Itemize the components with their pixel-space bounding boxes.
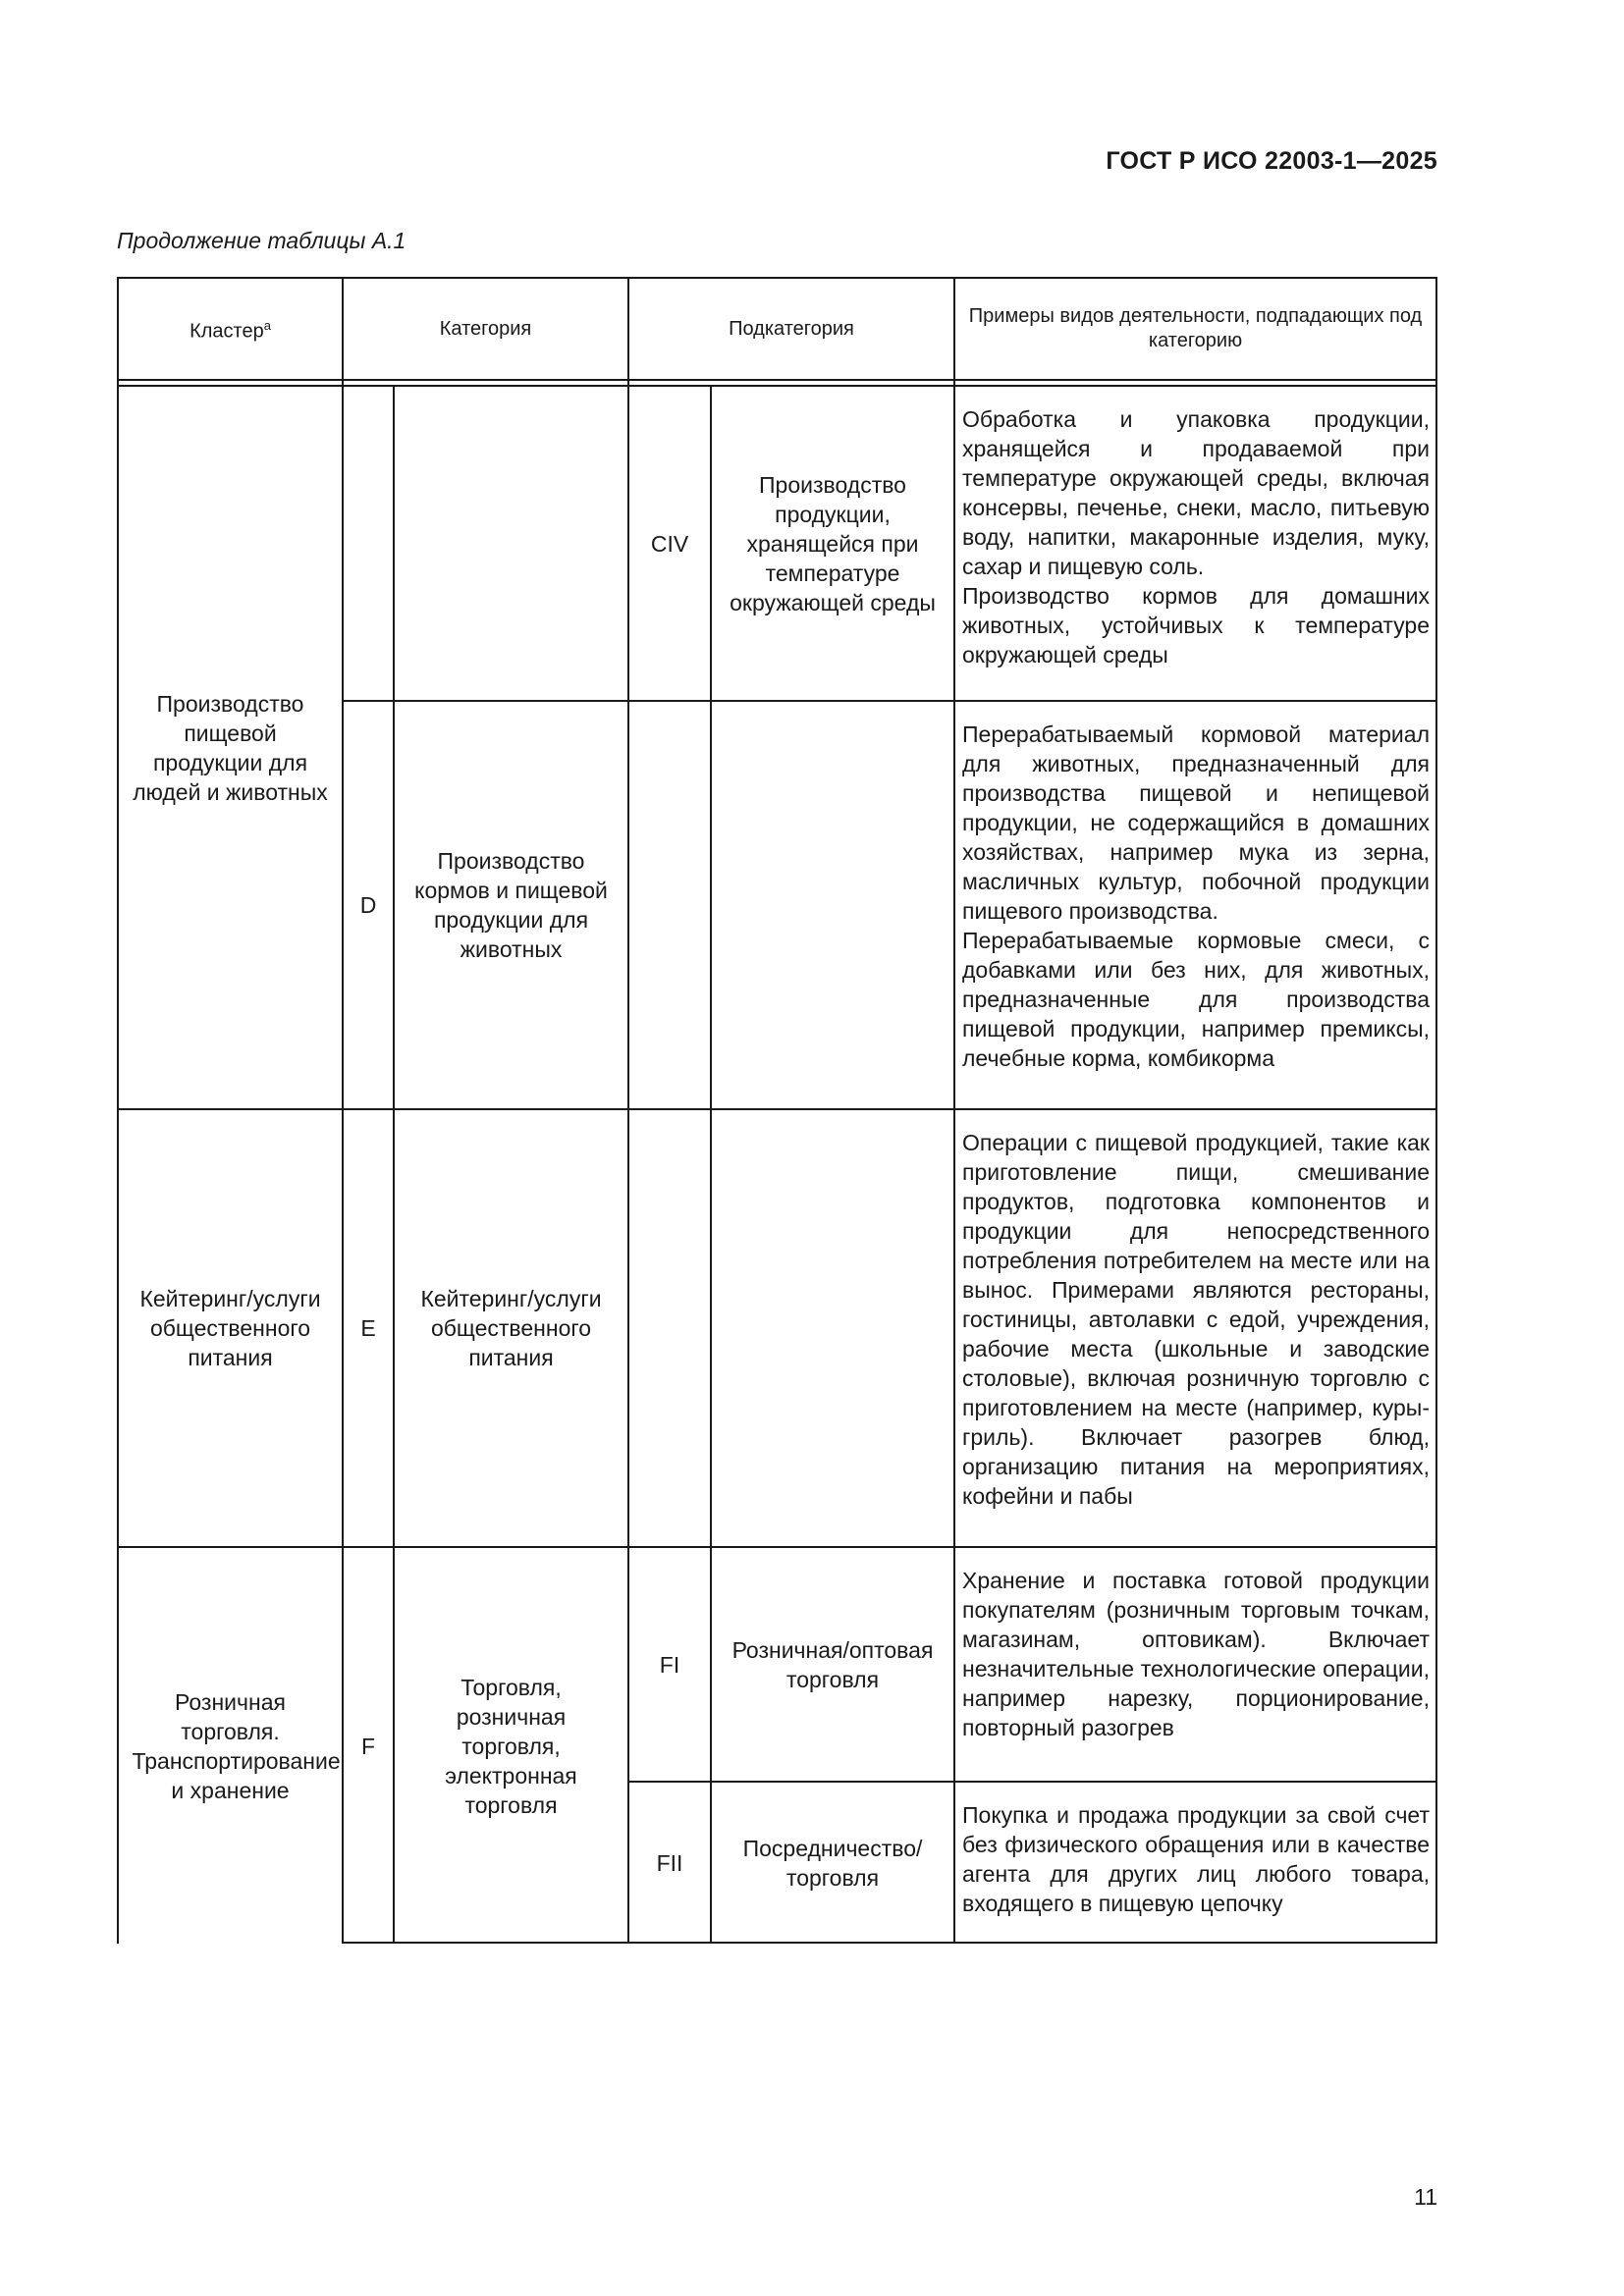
subcategory-name-civ-text: Производство продукции, хранящейся при температуре окружающей среды xyxy=(730,471,936,615)
header-examples xyxy=(955,279,1435,379)
header-cluster xyxy=(119,279,342,379)
page-number: 11 xyxy=(1414,2184,1437,2210)
subcategory-name-fii-text: Посредничество/ торговля xyxy=(742,1836,923,1891)
subcategory-code-civ xyxy=(629,387,710,700)
category-name-f xyxy=(395,1548,627,1944)
category-name-d xyxy=(395,702,627,1108)
category-code-f xyxy=(344,1548,393,1944)
cluster-food-production-text: Производство пищевой продукции для людей и животных xyxy=(133,690,328,805)
cluster-food-production xyxy=(119,387,342,1108)
examples-e-text: Операции с пищевой продукцией, такие как приготовление пищи, смешивание продуктов, подготовка компонентов и продукции для непосредственного потребления потребителем на месте или на вынос. Примерами являются рестораны, гостиницы, автолавки с едой, учреждения, рабочие места (школьные и заводские столовые), включая розничную торговлю с приготовлением на месте (например, куры-гриль). Включает разогрев блюд, организацию питания на мероприятиях, кофейни и пабы xyxy=(962,1130,1430,1509)
cluster-retail-text: Розничная торговля. Транспортирование и хранение xyxy=(132,1688,341,1803)
footnote-marker: a xyxy=(263,318,271,334)
category-code-e xyxy=(344,1110,393,1546)
header-subcategory xyxy=(629,279,953,379)
examples-d-text: Перерабатываемый кормовой материал для животных, предназначенный для производства пищевой и непищевой продукции, не содержащийся в домашних хозяйствах, например мука из зерна, масличных культур, побочной продукции пищевого производства. Перерабатываемые кормовые смеси, с добавками или без них, для животных, предназначенные для производства пищевой продукции, например премиксы, лечебные корма, комбикорма xyxy=(962,721,1430,1071)
cluster-catering xyxy=(119,1110,342,1546)
header-rule-1 xyxy=(117,379,1437,381)
category-code-e-text: E xyxy=(360,1315,376,1341)
examples-d xyxy=(955,720,1435,1108)
category-code-d xyxy=(344,702,393,1108)
cluster-retail xyxy=(119,1548,342,1944)
category-code-d-text: D xyxy=(359,892,377,918)
examples-fi xyxy=(955,1566,1435,1781)
examples-fii-text: Покупка и продажа продукции за свой счет без физического обращения или в качестве агента для других лиц любого товара, входящего в пищевую цепочку xyxy=(962,1802,1430,1916)
subcategory-code-fi xyxy=(629,1548,710,1781)
subcategory-name-fii xyxy=(712,1783,953,1944)
subcategory-name-fi xyxy=(712,1548,953,1781)
subcategory-name-fi-text: Розничная/оптовая торговля xyxy=(731,1636,934,1692)
examples-civ-text: Обработка и упаковка продукции, хранящейся и продаваемой при температуре окружающей среды, включая консервы, печенье, снеки, масло, питьевую воду, напитки, макаронные изделия, муку, сахар и пищевую соль. Производство кормов для домашних животных, устойчивых к температуре окружающей среды xyxy=(962,406,1430,667)
header-examples-label: Примеры видов деятельности, подпадающих под категорию xyxy=(968,305,1423,351)
category-name-e-text: Кейтеринг/услуги общественного питания xyxy=(420,1286,602,1370)
subcategory-name-civ xyxy=(712,387,953,700)
table-caption: Продолжение таблицы А.1 xyxy=(117,228,406,253)
document-code: ГОСТ Р ИСО 22003-1—2025 xyxy=(1106,147,1437,175)
examples-fii xyxy=(955,1800,1435,1944)
subcategory-code-fii-text: FII xyxy=(656,1850,683,1876)
subcategory-code-fii xyxy=(629,1783,710,1944)
examples-civ xyxy=(955,404,1435,699)
header-cluster-label: Кластер$^a$ xyxy=(189,318,271,343)
examples-fi-text: Хранение и поставка готовой продукции покупателям (розничным торговым точкам, магазинам, оптовикам). Включает незначительные технологические операции, например нарезку, порционирование, повторный разогрев xyxy=(962,1568,1430,1740)
subcategory-code-fi-text: FI xyxy=(659,1651,680,1678)
category-name-f-text: Торговля, розничная торговля, электронная торговля xyxy=(445,1674,577,1818)
cluster-catering-text: Кейтеринг/услуги общественного питания xyxy=(139,1286,321,1370)
subcategory-code-civ-text: CIV xyxy=(650,530,689,557)
examples-e xyxy=(955,1128,1435,1546)
header-subcategory-label: Подкатегория xyxy=(729,317,854,340)
category-name-d-text: Производство кормов и пищевой продукции для животных xyxy=(414,848,608,962)
table-border-right xyxy=(1435,277,1437,1944)
classification-table xyxy=(117,277,1437,1944)
category-code-f-text: F xyxy=(360,1733,376,1759)
category-name-e xyxy=(395,1110,627,1546)
header-category-label: Категория xyxy=(439,317,532,340)
header-category xyxy=(344,279,627,379)
